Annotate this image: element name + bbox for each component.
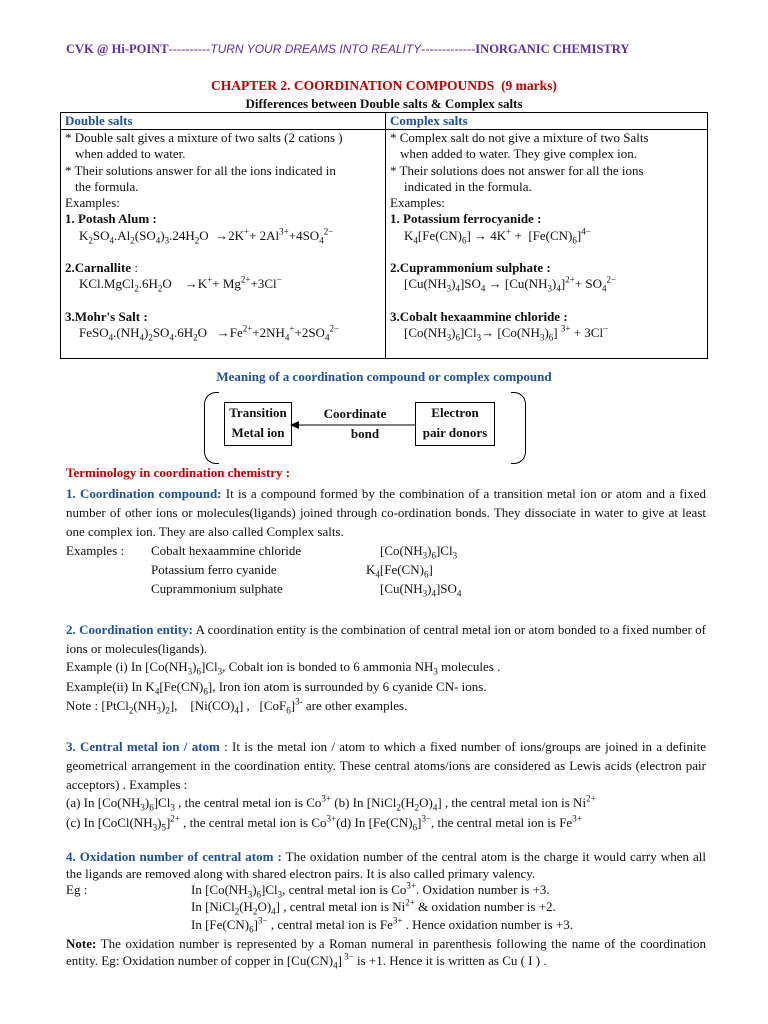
section-4-note-label: Note: [66, 936, 97, 951]
section-4-note-text: The oxidation number is represented by a Roman numeral in parenthesis following the name of the coordination entity. Eg: Oxidation number of copper in [66, 936, 706, 968]
right-bracket [511, 392, 526, 464]
section-1-example-1-name: Cobalt hexaammine chloride [151, 543, 302, 558]
section-3-b-prefix: (b) In [331, 795, 367, 810]
transition-metal-box [224, 402, 292, 446]
complex-salts-cell [386, 130, 708, 359]
section-2-title: 2. Coordination entity: [66, 622, 193, 637]
double-example-3-equation: $FeSO_4.(NH_4)_2SO_4.6H_2O \to Fe^{2+}+2NH_4^++2SO_4^{2-}$ [79, 323, 340, 343]
section-2-text: A coordination entity is the combination of central metal ion or atom bonded to a fixed number of ions or molecules(ligands). [66, 622, 706, 656]
section-2-example-1-prefix: Example (i) In [66, 659, 146, 674]
double-example-3-title: 3.Mohr's Salt : [65, 308, 148, 324]
section-1-example-3-name: Cuprammonium sulphate [151, 581, 283, 596]
electron-pair-donors-box [415, 402, 495, 446]
double-point-2: * Their solutions answer for all the ions indicated in [65, 162, 336, 178]
complex-examples-label: Examples: [390, 195, 445, 211]
section-3-text: : It is the metal ion / atom to which a fixed number of ions/groups are joined in a definite geometrical arrangement in the coordination entity. These central atoms/ions are considered as Lewis acids (electron pair acceptors) . Examples : [66, 739, 706, 792]
section-3-line-ab: (a) In $[Co(NH_3)_6]Cl_3$ , the central metal ion is $Co^{3+}$ (b) In $[NiCl_2(H_2O)_4]$ , the central metal ion is $Ni^{2+}$ [66, 793, 596, 813]
section-4-text: The oxidation number of the central atom is the charge it would carry when all the ligands are removed along with shared electron pairs. It is also called primary valency. [66, 849, 707, 881]
header-right: INORGANIC CHEMISTRY [475, 42, 630, 56]
complex-example-2-title: 2.Cuprammonium sulphate : [390, 260, 551, 276]
section-4-l1-end: . Oxidation number is +3. [415, 882, 550, 897]
transition-metal-line-2: Metal ion [231, 425, 285, 440]
header-dashes-2: ------------- [421, 42, 476, 56]
coordinate-bond-arrow [290, 420, 416, 430]
section-1-text: It is a compound formed by the combination of a transition metal ion or atom and a fixed number of other ions or molecules(ligands) joined through co-ordination bonds. They dissociate in water to give at least one complex ion. They are also called Complex salts. [66, 486, 706, 539]
transition-metal-line-1: Transition [229, 405, 287, 420]
double-example-2-title: 2.Carnallite [65, 260, 132, 276]
section-1-example-2-name: Potassium ferro cyanide [151, 562, 277, 577]
header-double-salts: Double salts [61, 113, 386, 130]
coordination-diagram [204, 390, 526, 468]
double-salts-cell [61, 130, 386, 359]
coordinate-bond-line-2: bond [350, 426, 380, 441]
section-4-l2-text: , central metal ion is Ni [280, 899, 406, 914]
electron-pair-line-1: Electron [431, 405, 479, 420]
terminology-title: Terminology in coordination chemistry : [66, 465, 291, 480]
section-coordination-entity [66, 620, 706, 658]
section-4-eg-label: Eg : [66, 882, 88, 897]
section-4-eg-line-3: In $[Fe(CN)_6]^{3-}$ , central metal ion is $Fe^{3+}$ . Hence oxidation number is +3. [191, 915, 573, 935]
section-3-line-cd: (c) In $[CoCl(NH_3)_5]^{2+}$ , the central metal ion is $Co^{3+}(d)$ In $[Fe(CN)_6]^{3-}$, the central metal ion is $Fe^{3+}$ [66, 813, 582, 833]
double-example-2-title-row [65, 260, 381, 276]
section-4-l2-prefix: In [191, 899, 206, 914]
section-4-l3-prefix: In [191, 917, 206, 932]
double-point-1-cont: when added to water. [75, 146, 186, 162]
section-1-title: 1. Coordination compound: [66, 486, 222, 501]
section-3-a-prefix: (a) In [66, 795, 98, 810]
complex-example-3-equation: $[Co(NH_3)_6]Cl_3\to [Co(NH_3)_6] ^{3+} + 3Cl^-$ [404, 323, 609, 343]
coordinate-bond-line-1: Coordinate [323, 406, 387, 421]
complex-example-2-equation: $[Cu(NH_3)_4]SO_4 \to [Cu(NH_3)_4]^{2+}+ SO_4^{2-}$ [404, 275, 617, 294]
section-4-l1-text: , central metal ion is Co [282, 882, 407, 897]
section-4-l3-text: , central metal ion is Fe [267, 917, 393, 932]
section-3-title: 3. Central metal ion / atom [66, 739, 220, 754]
complex-point-2-cont: indicated in the formula. [404, 178, 532, 194]
section-3-c-prefix: (c) In [66, 815, 98, 830]
complex-point-2: * Their solutions does not answer for all the ions [390, 162, 644, 178]
table-subtitle: Differences between Double salts & Complex salts [245, 96, 523, 111]
complex-example-1-equation: $K_4[Fe(CN)_6] \to 4K^+ + [Fe(CN)_6]^{4-}$ [404, 226, 591, 246]
header-complex-salts: Complex salts [386, 113, 708, 130]
header-left: CVK @ Hi-POINT [66, 42, 169, 56]
chapter-title-text: CHAPTER 2. COORDINATION COMPOUNDS [211, 78, 495, 93]
complex-point-1-cont: when added to water. They give complex ion. [400, 146, 637, 162]
section-4-l3-end: . Hence oxidation number is +3. [402, 917, 573, 932]
complex-example-1-title: 1. Potassium ferrocyanide : [390, 211, 542, 227]
left-bracket [204, 392, 219, 464]
section-4-eg-line-2: In $[NiCl_2(H_2O)_4]$ , central metal ion is $Ni^{2+}$ & oxidation number is +2. [191, 897, 556, 917]
header-dashes-1: ---------- [168, 42, 211, 56]
section-4-eg-line-1: In $[Co(NH_3)_6]Cl_3$, central metal ion is $Co^{3+}$. Oxidation number is +3. [191, 880, 550, 900]
section-4-note-end: is +1. Hence it is written as Cu ( I ) . [353, 953, 547, 968]
header-tagline: TURN YOUR DREAMS INTO REALITY [210, 42, 422, 56]
section-2-example-1: Example (i) In $[Co(NH_3)_6]Cl_3$, Cobalt ion is bonded to 6 ammonia $NH_3$ molecules . [66, 659, 501, 677]
section-2-example-2: Example(ii) In $K_4[Fe(CN)_6]$, Iron ion atom is surrounded by 6 cyanide CN- ions. [66, 679, 487, 697]
section-2-example-2-prefix: Example(ii) In [66, 679, 146, 694]
section-1-examples-label: Examples : [66, 543, 125, 558]
double-point-2-cont: the formula. [75, 178, 139, 194]
section-4-l2-end: & oxidation number is +2. [414, 899, 556, 914]
section-oxidation-number [66, 848, 706, 882]
section-2-note-label: Note : [66, 698, 102, 713]
section-3-b-text: , the central metal ion is Ni [441, 795, 587, 810]
chapter-title [0, 78, 768, 94]
section-4-note: Note: The oxidation number is represented by a Roman numeral in parenthesis following the name of the coordination entity. Eg: Oxidation number of copper in $[Cu(CN)_4]$ $^{3-}$ is +1. Hence it is written as Cu ( I ) . [66, 936, 706, 971]
section-2-example-1-text: , Cobalt ion is bonded to 6 ammonia NH [222, 659, 434, 674]
section-3-a-text: , the central metal ion is Co [174, 795, 322, 810]
electron-pair-line-2: pair donors [422, 425, 488, 440]
page-header [66, 42, 706, 57]
section-3-d-text: , the central metal ion is Fe [431, 815, 573, 830]
section-2-example-1-end: molecules . [437, 659, 501, 674]
section-3-c-text: , the central metal ion is Co [179, 815, 327, 830]
section-2-example-2-text: , Iron ion atom is surrounded by 6 cyanide CN- ions. [212, 679, 487, 694]
double-example-1-title: 1. Potash Alum : [65, 211, 157, 227]
complex-point-1: * Complex salt do not give a mixture of two Salts [390, 130, 649, 145]
double-point-1: * Double salt gives a mixture of two salts (2 cations ) [65, 130, 343, 145]
section-4-title: 4. Oxidation number of central atom : [66, 849, 282, 864]
section-2-note: Note : $[PtCl_2(NH_3)_2]$, $[Ni(CO)_4]$ , $[CoF_6]^{3-}$ are other examples. [66, 696, 408, 716]
section-2-note-text: are other examples. [302, 698, 408, 713]
section-coordination-compound [66, 484, 706, 541]
comparison-table [60, 112, 708, 359]
section-central-metal [66, 737, 706, 794]
section-4-l1-prefix: In [191, 882, 206, 897]
double-example-2-colon: : [131, 260, 138, 276]
section-1-example-1-formula: $[Co(NH_3)_6]Cl_3$ [380, 543, 458, 561]
double-example-2-equation: $KCl.MgCl_2.6H_2O$ $\to K^++ Mg^{2+}+3Cl^-$ [79, 275, 282, 294]
section-1-example-3-formula: $[Cu(NH_3)_4]SO_4$ [380, 581, 462, 599]
complex-example-3-title: 3.Cobalt hexaammine chloride : [390, 308, 568, 324]
meaning-title: Meaning of a coordination compound or complex compound [216, 369, 552, 384]
double-example-1-equation: $K_2SO_4.Al_2(SO_4)_3.24H_2O \to 2K^++ 2Al^{3+}+4SO_4^{2-}$ [79, 226, 334, 246]
section-1-example-2-formula: $K_4[Fe(CN)_6]$ [366, 562, 433, 580]
section-3-d-prefix: (d) In [336, 815, 369, 830]
double-examples-label: Examples: [65, 195, 120, 211]
chapter-marks: (9 marks) [501, 78, 557, 93]
